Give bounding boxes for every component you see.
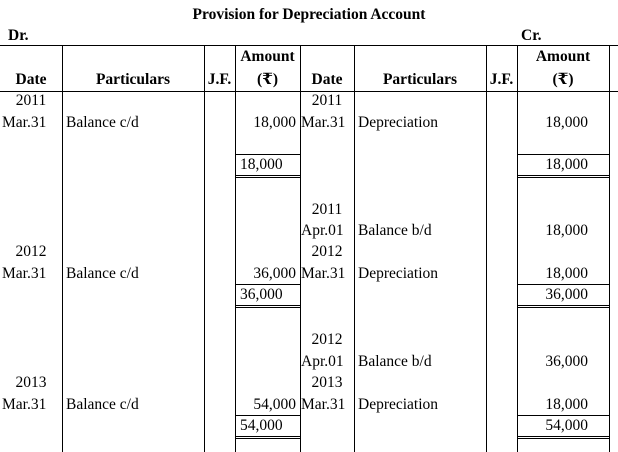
- total-double-rule: [517, 175, 609, 176]
- credit-particulars: Balance b/d: [358, 222, 432, 239]
- debit-amount: 54,000: [253, 396, 296, 413]
- debit-particulars: Balance c/d: [66, 114, 139, 131]
- col-rule: [354, 45, 355, 452]
- total-rule: [235, 415, 300, 416]
- credit-particulars: Balance b/d: [358, 353, 432, 370]
- header-particulars: Particulars: [382, 71, 458, 88]
- col-rule: [609, 45, 610, 452]
- total-rule: [235, 154, 300, 155]
- total-double-rule: [235, 177, 300, 178]
- total-double-rule: [517, 438, 609, 439]
- credit-amount: 18,000: [545, 396, 588, 413]
- total-double-rule: [517, 305, 609, 306]
- debit-amount: 18,000: [253, 114, 296, 131]
- debit-total: 54,000: [240, 417, 283, 434]
- total-double-rule: [517, 307, 609, 308]
- cr-label: Cr.: [521, 27, 542, 44]
- header-date: Date: [311, 71, 343, 88]
- credit-year: 2013: [311, 374, 343, 391]
- debit-total: 18,000: [240, 156, 283, 173]
- header-amount-unit: (₹): [256, 71, 279, 88]
- total-double-rule: [235, 438, 300, 439]
- credit-date: Apr.01: [301, 353, 344, 370]
- credit-total: 18,000: [545, 156, 588, 173]
- debit-date: Mar.31: [2, 114, 47, 131]
- credit-total: 36,000: [545, 286, 588, 303]
- debit-year: 2013: [15, 374, 47, 391]
- header-jf: J.F.: [207, 71, 232, 88]
- total-rule: [517, 154, 609, 155]
- total-double-rule: [517, 177, 609, 178]
- debit-total: 36,000: [240, 286, 283, 303]
- col-rule: [62, 45, 63, 452]
- total-double-rule: [235, 305, 300, 306]
- total-rule: [517, 415, 609, 416]
- credit-amount: 18,000: [545, 114, 588, 131]
- credit-particulars: Depreciation: [358, 265, 439, 282]
- col-rule: [235, 45, 236, 452]
- debit-year: 2011: [15, 92, 47, 109]
- header-particulars: Particulars: [95, 71, 171, 88]
- header-date: Date: [15, 71, 47, 88]
- credit-date: Mar.31: [301, 396, 346, 413]
- debit-amount: 36,000: [253, 265, 296, 282]
- col-rule: [204, 45, 205, 452]
- credit-year: 2012: [311, 331, 343, 348]
- credit-year: 2011: [311, 92, 343, 109]
- credit-year: 2012: [311, 243, 343, 260]
- total-double-rule: [235, 175, 300, 176]
- credit-date: Mar.31: [301, 114, 346, 131]
- header-amount-unit: (₹): [552, 71, 574, 88]
- credit-date: Mar.31: [301, 265, 346, 282]
- header-jf: J.F.: [489, 71, 514, 88]
- col-rule: [517, 45, 518, 452]
- credit-date: Apr.01: [301, 222, 344, 239]
- credit-amount: 18,000: [545, 222, 588, 239]
- credit-amount: 18,000: [545, 265, 588, 282]
- header-top-rule: [0, 45, 618, 46]
- debit-date: Mar.31: [2, 396, 47, 413]
- total-rule: [235, 284, 300, 285]
- dr-label: Dr.: [8, 27, 29, 44]
- header-amount: Amount: [535, 48, 591, 65]
- credit-particulars: Depreciation: [358, 114, 439, 131]
- debit-particulars: Balance c/d: [66, 265, 139, 282]
- col-rule: [486, 45, 487, 452]
- total-double-rule: [517, 436, 609, 437]
- debit-date: Mar.31: [2, 265, 47, 282]
- page-title: Provision for Depreciation Account: [192, 6, 426, 23]
- total-double-rule: [235, 307, 300, 308]
- header-amount: Amount: [240, 48, 295, 65]
- debit-year: 2012: [15, 243, 47, 260]
- credit-year: 2011: [311, 201, 343, 218]
- total-rule: [517, 284, 609, 285]
- credit-total: 54,000: [545, 417, 588, 434]
- credit-amount: 36,000: [545, 353, 588, 370]
- total-double-rule: [235, 436, 300, 437]
- debit-particulars: Balance c/d: [66, 396, 139, 413]
- credit-particulars: Depreciation: [358, 396, 439, 413]
